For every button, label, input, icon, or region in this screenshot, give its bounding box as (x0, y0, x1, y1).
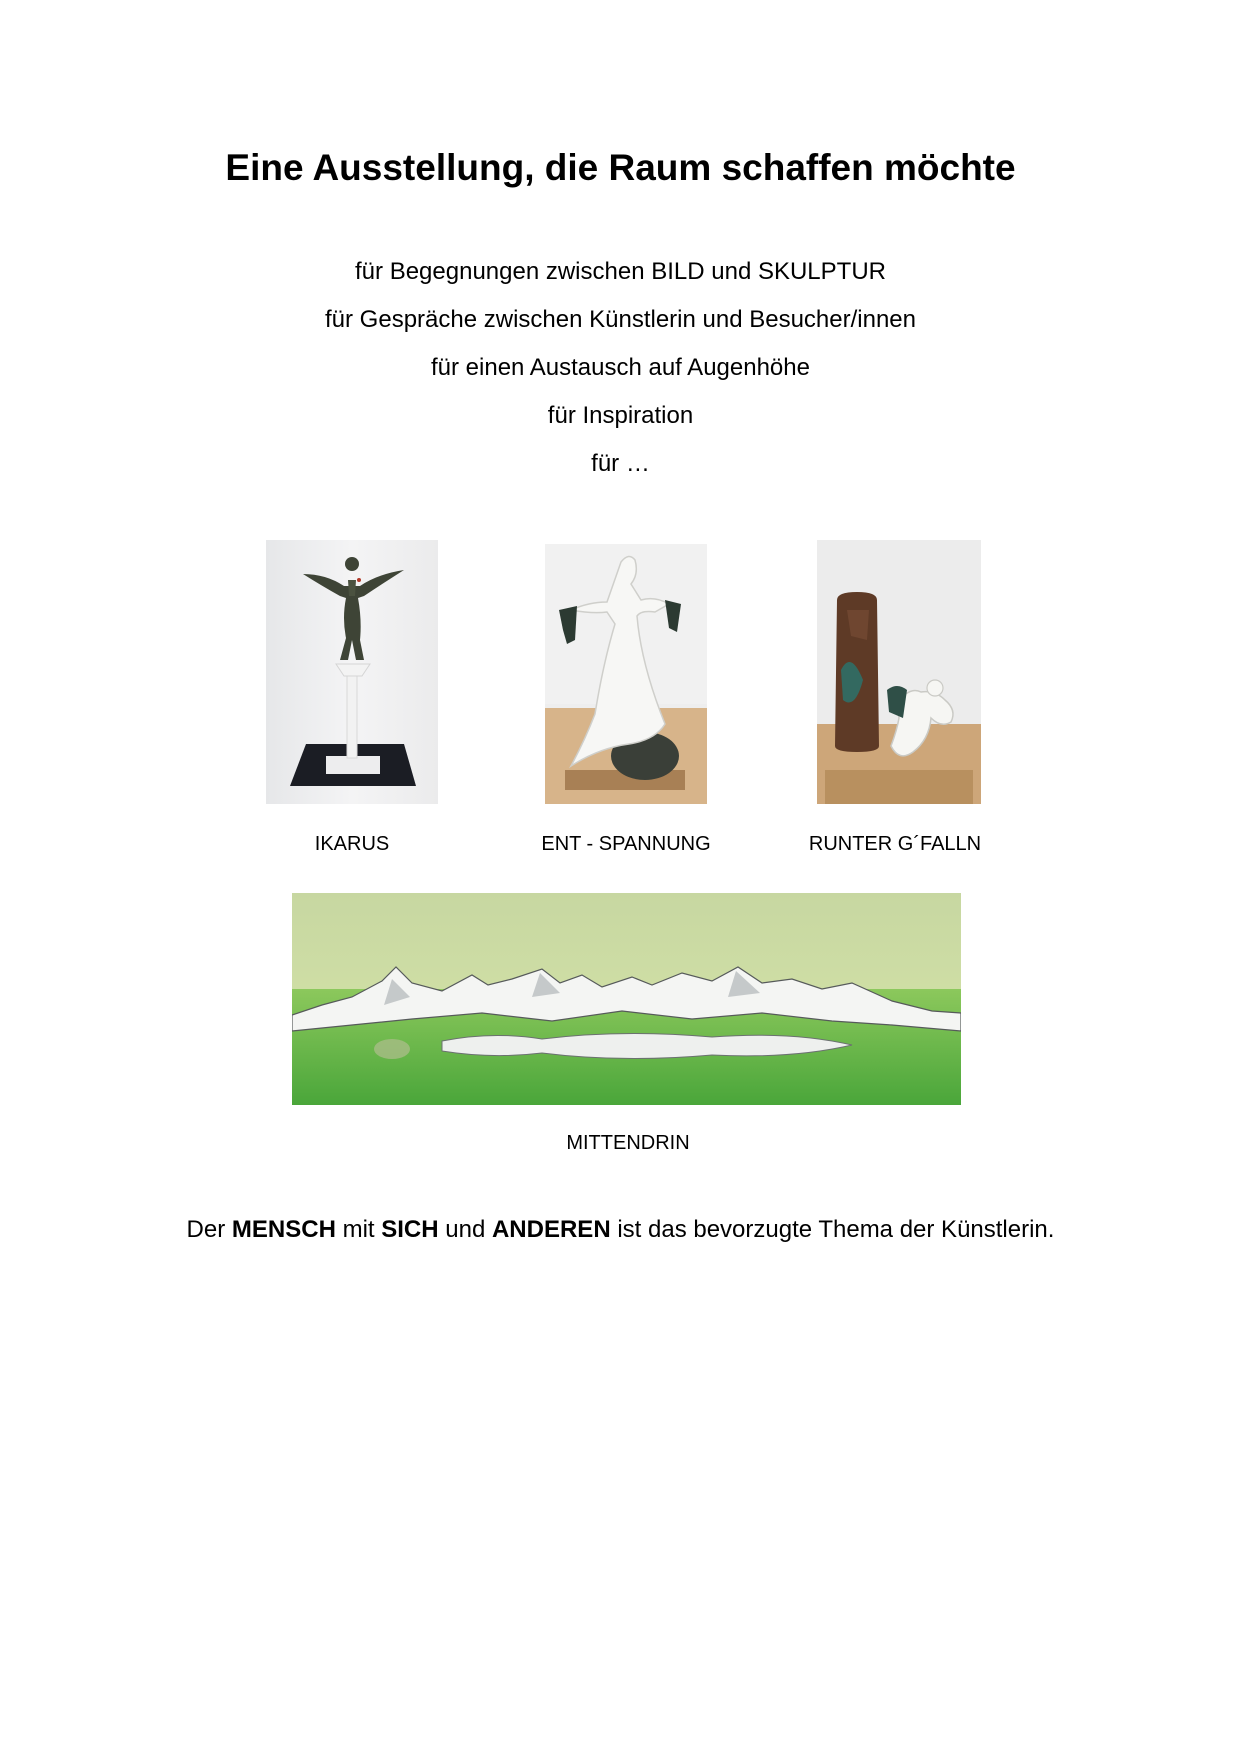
intro-line: für Begegnungen zwischen BILD und SKULPTUR (355, 258, 886, 285)
closing-emphasis: MENSCH (231, 1216, 336, 1243)
intro-line: für Gespräche zwischen Künstlerin und Besucher/innen (325, 306, 916, 333)
closing-text: ist das bevorzugte Thema der Künstlerin. (610, 1216, 1055, 1243)
mittendrin-caption: MITTENDRIN (566, 1132, 690, 1154)
closing-text: mit (335, 1216, 382, 1243)
intro-line: für … (591, 450, 650, 477)
closing-sentence (0, 1214, 1241, 1246)
ikarus-caption: IKARUS (314, 833, 390, 855)
intro-line: für Inspiration (547, 402, 694, 429)
ent-spannung-photo (545, 544, 707, 804)
page-title: Eine Ausstellung, die Raum schaffen möchte (225, 147, 1016, 188)
closing-text: Der (186, 1216, 232, 1243)
ent-spannung-caption: ENT - SPANNUNG (541, 833, 711, 855)
runter-gfalln-caption: RUNTER G´FALLN (808, 833, 982, 855)
closing-emphasis: SICH (381, 1216, 439, 1243)
intro-line: für einen Austausch auf Augenhöhe (431, 354, 810, 381)
mittendrin-painting (292, 893, 961, 1105)
closing-emphasis: ANDEREN (491, 1216, 611, 1243)
intro-lines (0, 255, 1241, 495)
closing-text: und (438, 1216, 492, 1243)
ikarus-photo (266, 540, 438, 804)
runter-gfalln-photo (817, 540, 981, 804)
